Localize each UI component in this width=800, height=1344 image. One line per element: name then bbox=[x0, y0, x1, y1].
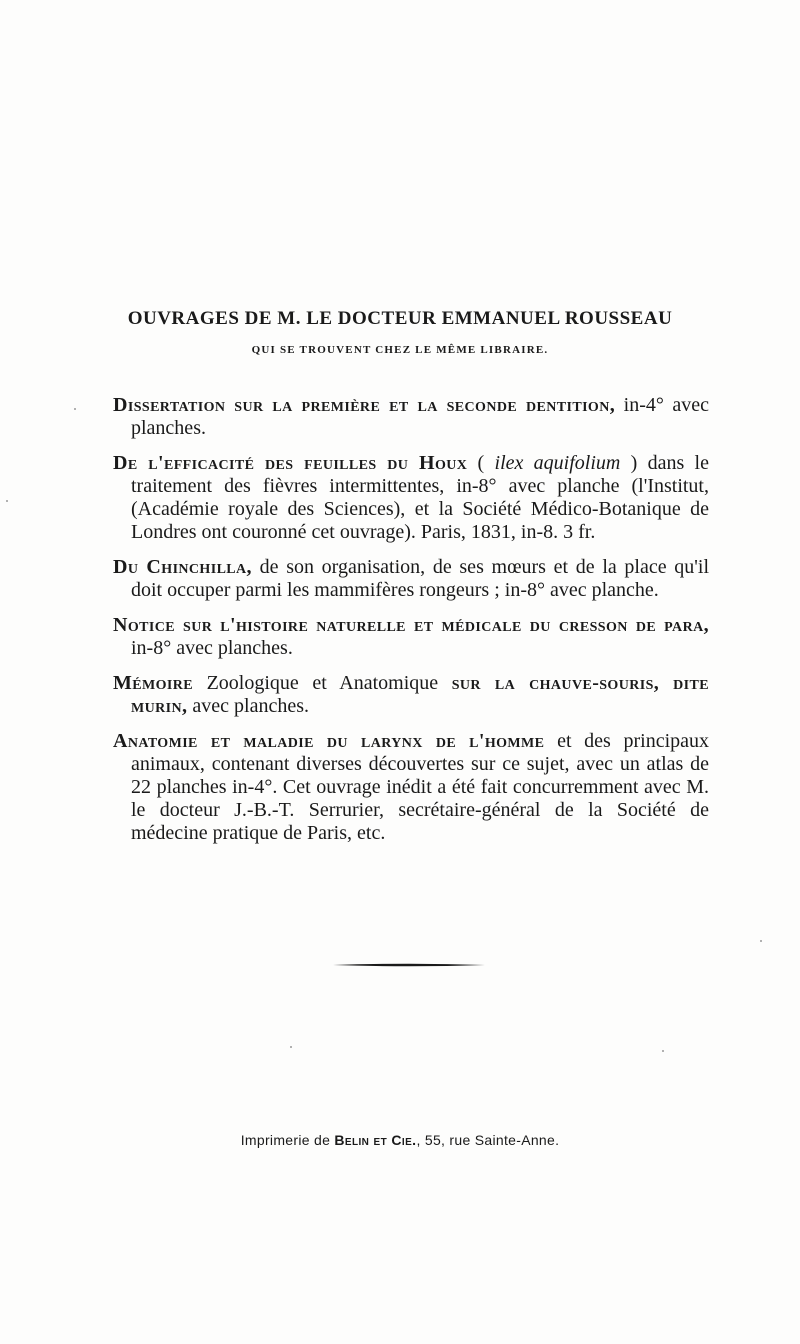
work-text-continued: avec planches. bbox=[187, 695, 310, 717]
work-title: Notice sur l'histoire naturelle et médicale du cresson de para, bbox=[113, 614, 709, 636]
work-text: in-4° avec planches. bbox=[131, 394, 709, 439]
work-title: Dissertation sur la première et la seconde dentition, bbox=[113, 394, 616, 416]
imprint-prefix: Imprimerie de bbox=[240, 1132, 335, 1148]
work-text: Zoologique et Anatomique bbox=[193, 672, 452, 694]
ornamental-rule bbox=[333, 963, 485, 967]
work-entry-houx: De l'efficacité des feuilles du Houx ( ilex aquifolium ) dans le traitement des fièvres intermittentes, in-8° avec planche (l'Institut, (Académie royale des Sciences), et la Société Médico-Botanique de Londres ont couronné cet ouvrage). Paris, 1831, in-8. 3 fr. bbox=[113, 452, 709, 543]
work-text: dans le traitement des fièvres intermittentes, in-8° avec planche (l'Institut, (Académie royale des Sciences), et la Société Médico-Botanique de Londres ont couronné cet ouvrage). Paris, 1831, in-8. 3 fr. bbox=[131, 452, 709, 543]
work-text: et des principaux animaux, contenant diverses découvertes sur ce sujet, avec un atlas de 22 planches in-4°. Cet ouvrage inédit a été fait concurremment avec M. le docteur J.-B.-T. Serrurier, secrétaire-général de la Société de médecine pratique de Paris, etc. bbox=[131, 730, 710, 844]
work-entry-cresson bbox=[113, 614, 709, 660]
printer-imprint bbox=[100, 1132, 700, 1148]
paper-speck bbox=[6, 500, 8, 502]
paper-speck bbox=[74, 408, 76, 410]
paper-speck bbox=[662, 1050, 664, 1052]
work-text: de son organisation, de ses mœurs et de la place qu'il doit occuper parmi les mammifères rongeurs ; in-8° avec planche. bbox=[131, 556, 710, 601]
work-title-continued: sur la chauve-souris, dite murin, bbox=[131, 672, 709, 717]
works-list bbox=[113, 394, 709, 857]
paper-speck bbox=[290, 1046, 292, 1048]
work-entry-chauve-souris bbox=[113, 672, 709, 718]
work-title: Mémoire bbox=[113, 672, 194, 694]
paper-speck bbox=[760, 940, 762, 942]
work-text: in-8° avec planches. bbox=[131, 637, 293, 659]
imprint-suffix: , 55, rue Sainte-Anne. bbox=[416, 1132, 560, 1148]
work-entry-larynx bbox=[113, 730, 709, 845]
work-entry-chinchilla bbox=[113, 556, 709, 602]
work-latin-name: ilex aquifolium bbox=[494, 452, 621, 474]
work-title: Anatomie et maladie du larynx de l'homme bbox=[113, 730, 545, 752]
imprint-printer: Belin et Cie. bbox=[334, 1132, 417, 1148]
page-subheading: QUI SE TROUVENT CHEZ LE MÊME LIBRAIRE. bbox=[251, 344, 549, 356]
work-entry-dentition bbox=[113, 394, 709, 440]
page-heading: OUVRAGES DE M. LE DOCTEUR EMMANUEL ROUSSEAU bbox=[127, 308, 673, 329]
work-title: Du Chinchilla, bbox=[113, 556, 252, 578]
work-title: De l'efficacité des feuilles du Houx bbox=[113, 452, 468, 474]
